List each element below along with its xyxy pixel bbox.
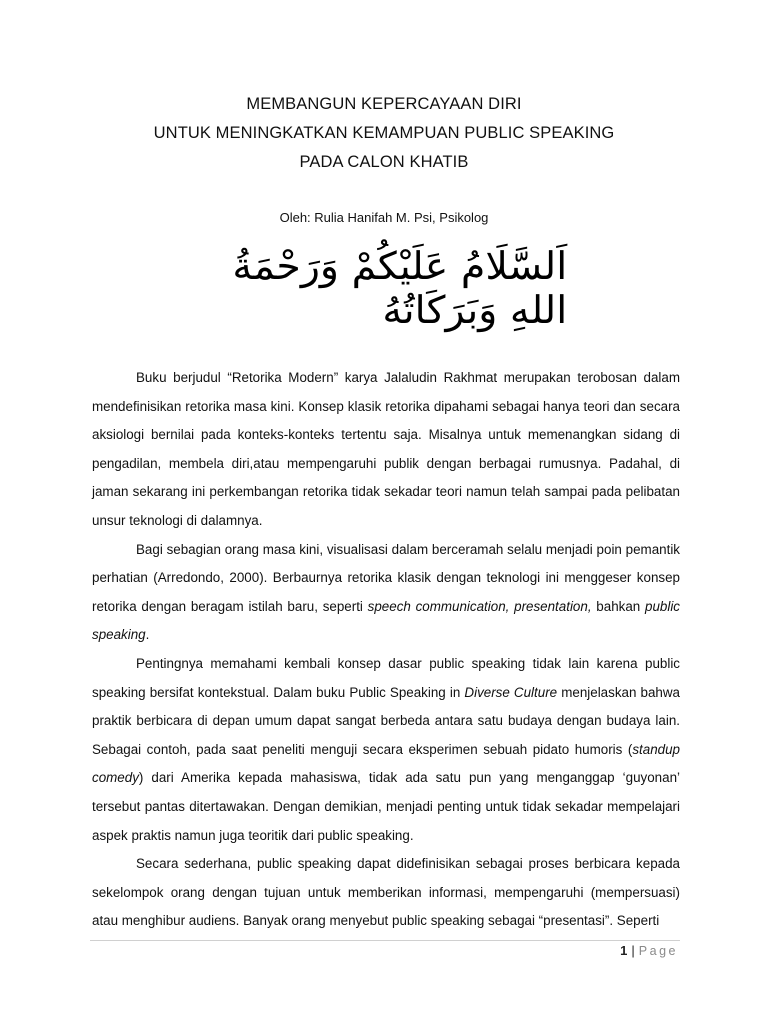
paragraph-1: Buku berjudul “Retorika Modern” karya Jalaludin Rakhmat merupakan terobosan dalam mendefinisikan retorika masa kini. Konsep klasik retorika dipahami sebagai hanya teori dan secara aksiologi bernilai pada konteks-konteks tertentu saja. Misalnya untuk memenangkan sidang di pengadilan, membela diri,atau mempengaruhi publik dengan berbagai rumusnya. Padahal, di jaman sekarang ini perkembangan retorika tidak sekadar teori namun telah sampai pada pelibatan unsur teknologi di dalamnya.: [92, 370, 680, 528]
author-line: Oleh: Rulia Hanifah M. Psi, Psikolog: [279, 210, 489, 225]
body-text: [92, 364, 680, 936]
title-line-3: PADA CALON KHATIB: [299, 153, 469, 171]
paragraph-2-text: Bagi sebagian orang masa kini, visualisasi dalam berceramah selalu menjadi poin pemantik perhatian (Arredondo, 2000). Berbaurnya retorika klasik dengan teknologi ini menggeser konsep retorika dengan beragam istilah baru, seperti: [92, 541, 680, 614]
title-line-1: MEMBANGUN KEPERCAYAAN DIRI: [246, 95, 522, 113]
paragraph-3-text: menjelaskan bahwa praktik berbicara di depan umum dapat sangat berbeda antara satu budaya dengan budaya lain. Sebagai contoh, pada saat peneliti menguji secara eksperimen sebuah pidato humoris (: [92, 684, 680, 757]
paragraph-2-italic: public speaking: [92, 598, 680, 643]
page-number: 1: [620, 943, 628, 958]
paragraph-3-italic: standup comedy: [92, 741, 680, 786]
footer-separator: |: [631, 943, 635, 958]
paragraph-2: [92, 536, 680, 650]
paragraph-2-italic: speech communication, presentation,: [367, 598, 592, 614]
paragraph-4: Secara sederhana, public speaking dapat didefinisikan sebagai proses berbicara kepada sekelompok orang dengan tujuan untuk memberikan informasi, mempengaruhi (mempersuasi) atau menghibur audiens. Banyak orang menyebut public speaking sebagai “presentasi”. Seperti: [92, 856, 680, 929]
page-footer: [620, 943, 678, 958]
paragraph-2-text: bahkan: [591, 598, 645, 614]
paragraph-3-text: Pentingnya memahami kembali konsep dasar public speaking tidak lain karena public speaking bersifat kontekstual. Dalam buku Public Speaking in: [92, 655, 680, 700]
paragraph-3-italic: Diverse Culture: [464, 684, 558, 700]
paragraph-2-text: .: [145, 627, 150, 643]
footer-divider: [90, 940, 680, 941]
page-label: Page: [638, 944, 678, 958]
arabic-greeting-calligraphy: اَلسَّلَامُ عَلَيْكُمْ وَرَحْمَةُ اللهِ وَبَرَكَاتُهُ: [232, 244, 568, 332]
paragraph-3-text: ) dari Amerika kepada mahasiswa, tidak ada satu pun yang menganggap ‘guyonan’ tersebut pantas ditertawakan. Dengan demikian, menjadi penting untuk tidak sekadar mempelajari aspek praktis namun juga teoritik dari public speaking.: [92, 770, 680, 843]
paragraph-3: [92, 650, 680, 850]
title-line-2: UNTUK MENINGKATKAN KEMAMPUAN PUBLIC SPEAKING: [153, 124, 615, 142]
